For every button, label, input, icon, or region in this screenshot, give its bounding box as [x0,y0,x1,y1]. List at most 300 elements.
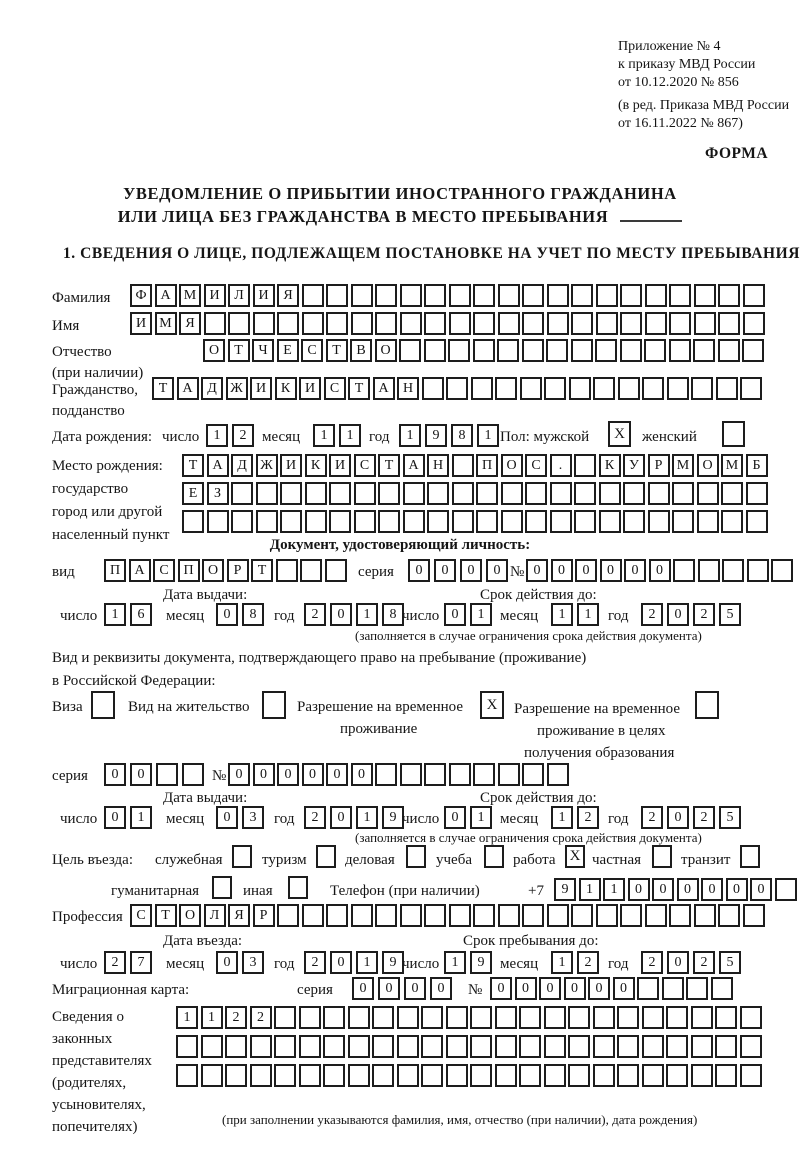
char-box[interactable] [715,1006,737,1029]
char-box[interactable]: 2 [641,806,663,829]
char-box[interactable] [250,1035,272,1058]
migration-number-boxes[interactable] [490,977,735,1000]
char-box[interactable]: 7 [130,951,152,974]
char-box[interactable]: 1 [356,806,378,829]
char-box[interactable]: Н [397,377,419,400]
char-box[interactable]: 0 [104,763,126,786]
char-box[interactable] [446,1064,468,1087]
char-box[interactable] [323,1006,345,1029]
char-box[interactable]: 0 [628,878,650,901]
char-box[interactable]: 2 [641,603,663,626]
char-box[interactable] [397,1006,419,1029]
char-box[interactable] [522,904,544,927]
char-box[interactable] [544,377,566,400]
char-box[interactable] [182,763,204,786]
permit-issue-month-boxes[interactable] [216,806,268,829]
char-box[interactable] [669,904,691,927]
char-box[interactable]: Т [228,339,250,362]
char-box[interactable] [669,312,691,335]
char-box[interactable] [596,284,618,307]
char-box[interactable] [547,312,569,335]
char-box[interactable] [354,482,376,505]
char-box[interactable] [497,339,519,362]
char-box[interactable]: 0 [444,806,466,829]
purpose-business-checkbox[interactable] [406,845,426,868]
char-box[interactable] [498,763,520,786]
char-box[interactable] [544,1035,566,1058]
char-box[interactable] [740,377,762,400]
char-box[interactable]: Р [648,454,670,477]
char-box[interactable]: Т [155,904,177,927]
char-box[interactable] [550,482,572,505]
char-box[interactable] [495,1006,517,1029]
char-box[interactable] [666,1035,688,1058]
char-box[interactable] [547,284,569,307]
char-box[interactable] [228,312,250,335]
char-box[interactable] [302,312,324,335]
char-box[interactable]: 2 [225,1006,247,1029]
char-box[interactable] [569,377,591,400]
char-box[interactable]: 1 [551,951,573,974]
char-box[interactable] [593,1035,615,1058]
char-box[interactable]: 1 [206,424,228,447]
char-box[interactable] [520,377,542,400]
char-box[interactable] [156,763,178,786]
char-box[interactable] [207,510,229,533]
char-box[interactable] [742,339,764,362]
char-box[interactable] [550,510,572,533]
char-box[interactable]: 2 [304,806,326,829]
char-box[interactable] [501,482,523,505]
char-box[interactable]: А [403,454,425,477]
char-box[interactable] [522,312,544,335]
char-box[interactable]: 0 [216,603,238,626]
char-box[interactable] [498,904,520,927]
char-box[interactable] [568,1064,590,1087]
char-box[interactable] [574,482,596,505]
char-box[interactable]: 0 [430,977,452,1000]
char-box[interactable] [525,510,547,533]
stay-day-boxes[interactable] [444,951,496,974]
char-box[interactable] [225,1035,247,1058]
doc-issue-month-boxes[interactable] [216,603,268,626]
char-box[interactable] [519,1035,541,1058]
char-box[interactable] [697,482,719,505]
char-box[interactable]: 2 [232,424,254,447]
char-box[interactable] [645,312,667,335]
char-box[interactable] [280,482,302,505]
char-box[interactable] [623,482,645,505]
char-box[interactable]: 6 [130,603,152,626]
char-box[interactable]: 0 [677,878,699,901]
char-box[interactable]: 0 [130,763,152,786]
char-box[interactable] [280,510,302,533]
surname-boxes[interactable] [130,284,767,307]
char-box[interactable]: 0 [352,977,374,1000]
char-box[interactable]: 0 [104,806,126,829]
char-box[interactable] [424,312,446,335]
char-box[interactable]: О [697,454,719,477]
char-box[interactable] [574,510,596,533]
char-box[interactable] [691,1064,713,1087]
char-box[interactable] [446,1006,468,1029]
edu-permit-checkbox[interactable] [695,691,719,719]
char-box[interactable] [662,977,684,1000]
char-box[interactable]: 9 [382,951,404,974]
char-box[interactable]: 1 [551,603,573,626]
char-box[interactable] [300,559,322,582]
char-box[interactable] [449,284,471,307]
char-box[interactable]: О [501,454,523,477]
char-box[interactable]: 0 [490,977,512,1000]
doc-expiry-month-boxes[interactable] [551,603,603,626]
char-box[interactable] [326,284,348,307]
doc-issue-year-boxes[interactable] [304,603,408,626]
char-box[interactable]: Ф [130,284,152,307]
char-box[interactable]: Л [204,904,226,927]
char-box[interactable] [740,1006,762,1029]
char-box[interactable] [302,284,324,307]
char-box[interactable]: 1 [470,806,492,829]
char-box[interactable] [256,482,278,505]
char-box[interactable] [471,377,493,400]
char-box[interactable] [495,377,517,400]
char-box[interactable] [299,1006,321,1029]
char-box[interactable]: 1 [176,1006,198,1029]
char-box[interactable]: И [329,454,351,477]
char-box[interactable] [620,904,642,927]
char-box[interactable]: 0 [750,878,772,901]
char-box[interactable] [397,1035,419,1058]
char-box[interactable]: 1 [470,603,492,626]
char-box[interactable] [403,510,425,533]
char-box[interactable] [593,377,615,400]
char-box[interactable] [771,559,793,582]
char-box[interactable]: 0 [652,878,674,901]
char-box[interactable]: 1 [313,424,335,447]
char-box[interactable] [274,1006,296,1029]
char-box[interactable]: П [476,454,498,477]
char-box[interactable] [372,1006,394,1029]
birth-day-boxes[interactable] [206,424,258,447]
char-box[interactable]: 0 [378,977,400,1000]
char-box[interactable] [691,377,713,400]
permit-expiry-month-boxes[interactable] [551,806,603,829]
char-box[interactable] [348,1064,370,1087]
char-box[interactable] [693,339,715,362]
char-box[interactable] [740,1035,762,1058]
residence-permit-checkbox[interactable] [262,691,286,719]
char-box[interactable]: Т [348,377,370,400]
char-box[interactable] [351,312,373,335]
char-box[interactable]: Л [228,284,250,307]
char-box[interactable]: 0 [600,559,622,582]
char-box[interactable] [617,1035,639,1058]
char-box[interactable] [299,1035,321,1058]
char-box[interactable] [348,1006,370,1029]
char-box[interactable] [722,559,744,582]
purpose-study-checkbox[interactable] [484,845,504,868]
char-box[interactable]: 8 [451,424,473,447]
char-box[interactable] [473,312,495,335]
char-box[interactable] [201,1064,223,1087]
char-box[interactable] [498,312,520,335]
char-box[interactable]: 2 [693,806,715,829]
char-box[interactable]: П [178,559,200,582]
char-box[interactable]: 0 [330,806,352,829]
doc-issue-day-boxes[interactable] [104,603,156,626]
purpose-other-checkbox[interactable] [288,876,308,899]
char-box[interactable] [299,1064,321,1087]
char-box[interactable]: И [280,454,302,477]
char-box[interactable] [544,1064,566,1087]
char-box[interactable] [329,510,351,533]
entry-year-boxes[interactable] [304,951,408,974]
char-box[interactable]: Т [326,339,348,362]
char-box[interactable] [400,284,422,307]
char-box[interactable] [694,904,716,927]
char-box[interactable] [256,510,278,533]
char-box[interactable]: 0 [216,951,238,974]
char-box[interactable]: Т [251,559,273,582]
char-box[interactable]: 1 [444,951,466,974]
char-box[interactable] [547,904,569,927]
char-box[interactable] [544,1006,566,1029]
char-box[interactable] [547,763,569,786]
char-box[interactable] [746,482,768,505]
char-box[interactable]: 1 [579,878,601,901]
representatives-row3-boxes[interactable] [176,1064,764,1087]
char-box[interactable]: 1 [399,424,421,447]
char-box[interactable] [691,1035,713,1058]
char-box[interactable] [571,312,593,335]
char-box[interactable]: 0 [330,603,352,626]
char-box[interactable] [672,482,694,505]
stay-year-boxes[interactable] [641,951,745,974]
char-box[interactable]: 2 [250,1006,272,1029]
char-box[interactable]: Т [182,454,204,477]
char-box[interactable]: А [373,377,395,400]
char-box[interactable]: 5 [719,603,741,626]
representatives-row1-boxes[interactable] [176,1006,764,1029]
phone-boxes[interactable] [554,878,799,901]
doc-seriya-boxes[interactable] [408,559,512,582]
char-box[interactable]: 0 [302,763,324,786]
purpose-work-checkbox[interactable]: X [565,845,585,868]
char-box[interactable] [427,482,449,505]
char-box[interactable] [574,454,596,477]
char-box[interactable] [495,1064,517,1087]
char-box[interactable] [501,510,523,533]
char-box[interactable]: 0 [649,559,671,582]
char-box[interactable] [571,284,593,307]
temp-permit-checkbox[interactable]: X [480,691,504,719]
char-box[interactable] [182,510,204,533]
char-box[interactable]: 0 [216,806,238,829]
char-box[interactable]: О [179,904,201,927]
char-box[interactable] [669,284,691,307]
profession-boxes[interactable] [130,904,767,927]
char-box[interactable] [623,510,645,533]
char-box[interactable]: 0 [444,603,466,626]
char-box[interactable] [715,1035,737,1058]
char-box[interactable] [400,904,422,927]
char-box[interactable] [498,284,520,307]
char-box[interactable] [231,482,253,505]
char-box[interactable]: А [129,559,151,582]
char-box[interactable]: 0 [726,878,748,901]
char-box[interactable]: И [299,377,321,400]
char-box[interactable]: О [375,339,397,362]
char-box[interactable]: С [301,339,323,362]
char-box[interactable] [204,312,226,335]
char-box[interactable]: Р [227,559,249,582]
char-box[interactable]: 0 [228,763,250,786]
char-box[interactable]: 1 [551,806,573,829]
char-box[interactable] [421,1006,443,1029]
representatives-row2-boxes[interactable] [176,1035,764,1058]
char-box[interactable] [596,312,618,335]
char-box[interactable]: И [250,377,272,400]
birth-place-row1-boxes[interactable] [182,454,770,477]
char-box[interactable] [449,763,471,786]
char-box[interactable] [522,284,544,307]
char-box[interactable]: Д [201,377,223,400]
char-box[interactable] [697,510,719,533]
doc-expiry-day-boxes[interactable] [444,603,496,626]
char-box[interactable] [519,1006,541,1029]
char-box[interactable] [644,339,666,362]
char-box[interactable]: Ж [256,454,278,477]
char-box[interactable] [522,339,544,362]
char-box[interactable] [449,312,471,335]
char-box[interactable] [673,559,695,582]
char-box[interactable] [691,1006,713,1029]
char-box[interactable]: Е [182,482,204,505]
doc-expiry-year-boxes[interactable] [641,603,745,626]
char-box[interactable]: 0 [253,763,275,786]
char-box[interactable] [637,977,659,1000]
purpose-private-checkbox[interactable] [652,845,672,868]
char-box[interactable]: 0 [575,559,597,582]
char-box[interactable] [372,1035,394,1058]
char-box[interactable]: 1 [603,878,625,901]
char-box[interactable] [452,510,474,533]
char-box[interactable] [424,339,446,362]
char-box[interactable]: 1 [130,806,152,829]
char-box[interactable] [375,904,397,927]
char-box[interactable] [305,482,327,505]
birth-year-boxes[interactable] [399,424,503,447]
char-box[interactable] [201,1035,223,1058]
char-box[interactable] [378,510,400,533]
char-box[interactable] [519,1064,541,1087]
char-box[interactable] [568,1006,590,1029]
char-box[interactable] [546,339,568,362]
char-box[interactable]: И [253,284,275,307]
char-box[interactable]: 9 [554,878,576,901]
char-box[interactable]: 2 [304,951,326,974]
char-box[interactable] [593,1064,615,1087]
char-box[interactable]: Р [253,904,275,927]
char-box[interactable] [618,377,640,400]
char-box[interactable]: А [177,377,199,400]
char-box[interactable] [596,904,618,927]
char-box[interactable] [672,510,694,533]
purpose-transit-checkbox[interactable] [740,845,760,868]
char-box[interactable]: К [599,454,621,477]
char-box[interactable]: 0 [326,763,348,786]
char-box[interactable] [746,510,768,533]
char-box[interactable]: 1 [477,424,499,447]
char-box[interactable] [718,339,740,362]
char-box[interactable]: С [130,904,152,927]
char-box[interactable]: 2 [577,951,599,974]
char-box[interactable] [470,1035,492,1058]
char-box[interactable]: 0 [277,763,299,786]
char-box[interactable] [473,904,495,927]
char-box[interactable]: И [130,312,152,335]
entry-month-boxes[interactable] [216,951,268,974]
char-box[interactable] [378,482,400,505]
char-box[interactable] [669,339,691,362]
char-box[interactable] [642,1006,664,1029]
char-box[interactable] [276,559,298,582]
char-box[interactable] [176,1035,198,1058]
char-box[interactable]: 0 [588,977,610,1000]
char-box[interactable] [721,510,743,533]
char-box[interactable] [568,1035,590,1058]
char-box[interactable] [277,312,299,335]
char-box[interactable] [522,763,544,786]
char-box[interactable] [747,559,769,582]
char-box[interactable] [648,482,670,505]
char-box[interactable] [595,339,617,362]
doc-number-boxes[interactable] [526,559,796,582]
char-box[interactable]: 0 [667,806,689,829]
char-box[interactable]: 0 [613,977,635,1000]
char-box[interactable]: О [202,559,224,582]
patronymic-boxes[interactable] [203,339,767,362]
char-box[interactable]: О [203,339,225,362]
char-box[interactable] [718,904,740,927]
char-box[interactable]: Я [277,284,299,307]
char-box[interactable] [274,1064,296,1087]
permit-seriya-boxes[interactable] [104,763,208,786]
char-box[interactable]: 3 [242,951,264,974]
char-box[interactable] [400,312,422,335]
char-box[interactable]: М [672,454,694,477]
char-box[interactable] [686,977,708,1000]
char-box[interactable]: 0 [624,559,646,582]
char-box[interactable] [476,510,498,533]
char-box[interactable] [599,510,621,533]
birth-place-row2-boxes[interactable] [182,482,770,505]
char-box[interactable]: С [324,377,346,400]
char-box[interactable] [740,1064,762,1087]
char-box[interactable]: 2 [104,951,126,974]
char-box[interactable] [620,284,642,307]
char-box[interactable] [375,312,397,335]
char-box[interactable] [711,977,733,1000]
permit-expiry-day-boxes[interactable] [444,806,496,829]
char-box[interactable] [400,763,422,786]
char-box[interactable] [424,284,446,307]
char-box[interactable]: А [207,454,229,477]
char-box[interactable]: П [104,559,126,582]
doc-type-boxes[interactable] [104,559,349,582]
char-box[interactable] [253,312,275,335]
